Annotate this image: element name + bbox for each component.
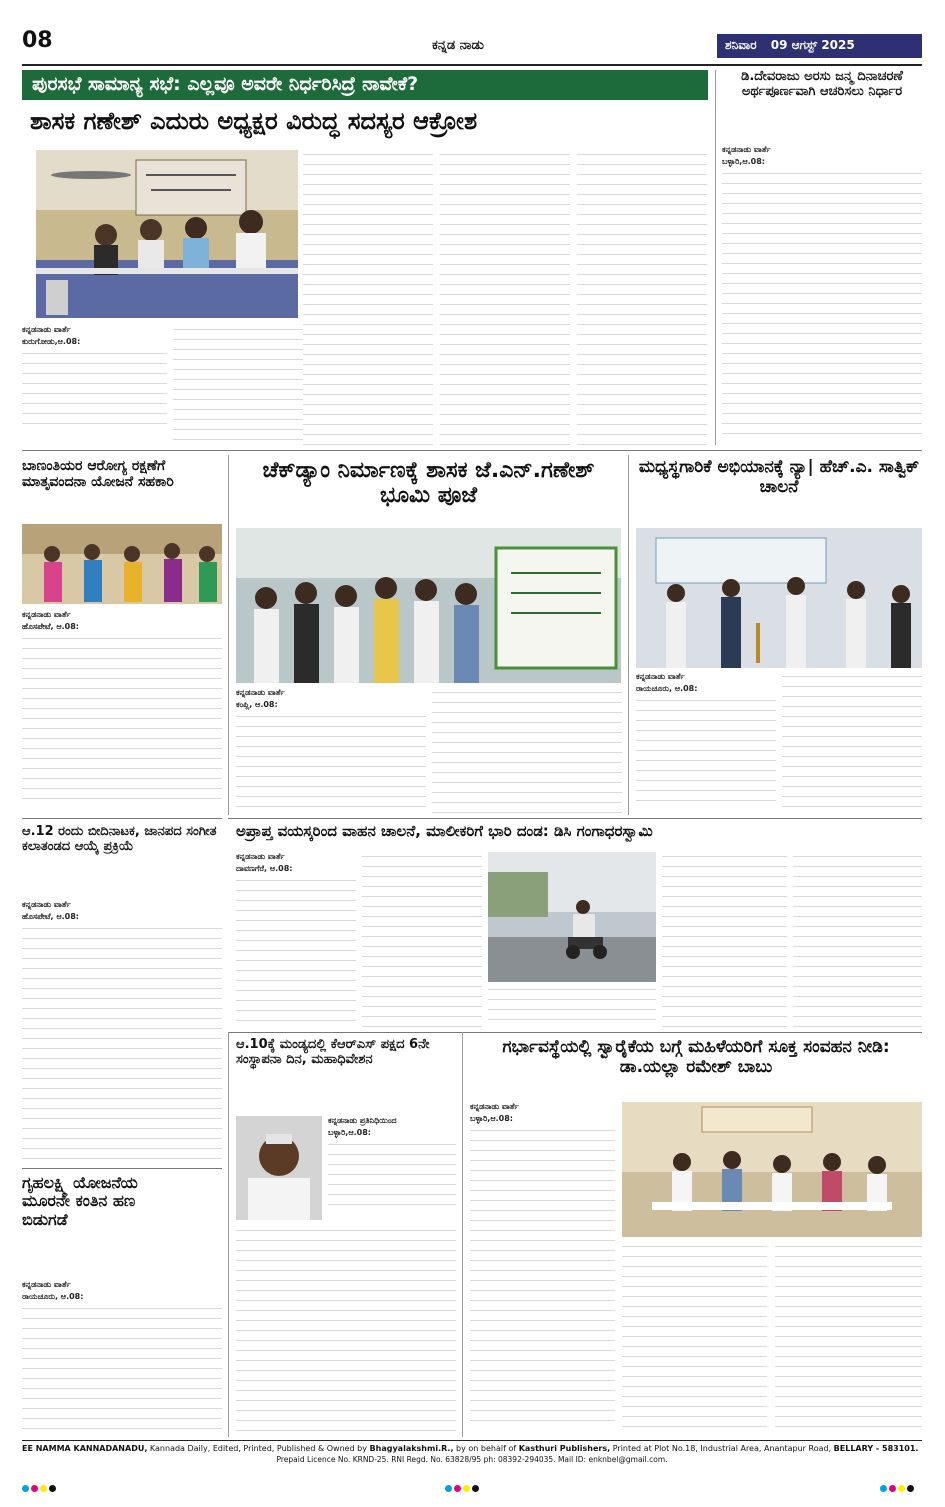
lead-body-col-3 bbox=[303, 150, 433, 445]
side-top-headline: ಡಿ.ದೇವರಾಜು ಅರಸು ಜನ್ಮ ದಿನಾಚರಣೆ ಅರ್ಥಪೂರ್ಣವಾಗಿ ಆಚರಿಸಲು ನಿರ್ಧಾರ bbox=[741, 70, 903, 99]
paper-name: ಕನ್ನಡ ನಾಡು bbox=[432, 38, 484, 53]
date-box bbox=[717, 34, 922, 58]
bhoomi-pooja-photo bbox=[236, 528, 621, 683]
mediation-headline: ಮಧ್ಯಸ್ಥಗಾರಿಕೆ ಅಭಿಯಾನಕ್ಕೆ ನ್ಯಾ| ಹೆಚ್.ಎ. ಸಾತ್ವಿಕ್ ಚಾಲನೆ bbox=[638, 458, 920, 497]
mediation-photo bbox=[636, 528, 922, 668]
checkdam-credit: ಕನ್ನಡನಾಡು ವಾರ್ತೆ bbox=[236, 688, 285, 697]
health-text bbox=[22, 634, 222, 804]
imprint-city: BELLARY - 583101. bbox=[833, 1444, 919, 1453]
health-credit: ಕನ್ನಡನಾಡು ವಾರ್ತೆ bbox=[22, 610, 71, 619]
minor-body-col-1 bbox=[236, 852, 356, 1027]
imprint-owner: Bhagyalakshmi.R., bbox=[369, 1444, 454, 1453]
side-top-dateline: ಬಳ್ಳಾರಿ,ಆ.08: bbox=[722, 157, 766, 166]
gruhalakshmi-credit: ಕನ್ನಡನಾಡು ವಾರ್ತೆ bbox=[22, 1280, 71, 1289]
gruhalakshmi-body bbox=[22, 1280, 222, 1435]
pregnancy-body-col-3 bbox=[775, 1242, 922, 1434]
cyan-dot bbox=[445, 1485, 452, 1492]
registration-marks-center bbox=[445, 1477, 481, 1485]
folk-credit: ಕನ್ನಡನಾಡು ವಾರ್ತೆ bbox=[22, 900, 71, 909]
lead-body-col-4 bbox=[440, 150, 570, 445]
row-rule-1 bbox=[22, 450, 922, 451]
lamp-lighting-photo bbox=[636, 528, 922, 668]
side-top-body bbox=[722, 145, 922, 445]
checkdam-photo bbox=[236, 528, 621, 683]
col-rule-center-bottom bbox=[462, 1032, 463, 1437]
lead-dateline: ಕುರುಗೋಡು,ಆ.08: bbox=[22, 337, 81, 346]
folk-dateline: ಹೊಸಪೇಟೆ, ಆ.08: bbox=[22, 912, 80, 921]
pregnancy-dateline: ಬಳ್ಳಾರಿ,ಆ.08: bbox=[470, 1114, 514, 1123]
row-rule-2 bbox=[228, 818, 922, 819]
col-rule-left-bottom bbox=[228, 1032, 229, 1437]
pregnancy-body-col-1 bbox=[470, 1102, 615, 1434]
page-number: 08 bbox=[22, 28, 53, 53]
magenta-dot bbox=[31, 1485, 38, 1492]
date-label: 09 ಆಗಸ್ಟ್ 2025 bbox=[770, 38, 855, 52]
lead-body-text bbox=[22, 349, 167, 429]
folk-body bbox=[22, 900, 222, 1165]
krs-dateline: ಬಳ್ಳಾರಿ,ಆ.08: bbox=[328, 1128, 372, 1137]
health-headline: ಬಾಣಂತಿಯರ ಆರೋಗ್ಯ ರಕ್ಷಣೆಗೆ ಮಾತೃವಂದನಾ ಯೋಜನೆ ಸಹಕಾರಿ bbox=[22, 458, 174, 491]
mediation-dateline: ರಾಯಚೂರು, ಆ.08: bbox=[636, 684, 698, 693]
yellow-dot bbox=[40, 1485, 47, 1492]
lead-credit: ಕನ್ನಡನಾಡು ವಾರ್ತೆ bbox=[22, 325, 71, 334]
krs-text bbox=[328, 1140, 456, 1214]
magenta-dot bbox=[889, 1485, 896, 1492]
pregnancy-photo bbox=[622, 1102, 922, 1237]
pregnancy-text bbox=[470, 1126, 615, 1426]
gruhalakshmi-dateline: ರಾಯಚೂರು, ಆ.08: bbox=[22, 1292, 84, 1301]
side-divider bbox=[715, 70, 716, 445]
mediation-credit: ಕನ್ನಡನಾಡು ವಾರ್ತೆ bbox=[636, 672, 685, 681]
side-top-credit: ಕನ್ನಡನಾಡು ವಾರ್ತೆ bbox=[722, 145, 771, 154]
folk-text bbox=[22, 924, 222, 1159]
col-rule-left bbox=[228, 455, 229, 815]
cyan-dot bbox=[880, 1485, 887, 1492]
pregnancy-credit: ಕನ್ನಡನಾಡು ವಾರ್ತೆ bbox=[470, 1102, 519, 1111]
minor-dateline: ದಾವಣಗೆರೆ, ಆ.08: bbox=[236, 864, 293, 873]
yellow-dot bbox=[898, 1485, 905, 1492]
imprint-text-c: Printed at Plot No.18, Industrial Area, Anantapur Road, bbox=[610, 1444, 834, 1453]
imprint-footer bbox=[22, 1444, 922, 1464]
folk-headline: ಆ.12 ರಂದು ಬೀದಿನಾಟಕ, ಜಾನಪದ ಸಂಗೀತ ಕಲಾತಂಡದ ಆಯ್ಕೆ ಪ್ರಕ್ರಿಯೆ bbox=[22, 825, 217, 854]
gruhalakshmi-headline: ಗೃಹಲಕ್ಷ್ಮಿ ಯೋಜನೆಯ ಮೂರನೇ ಕಂತಿನ ಹಣ ಬಿಡುಗಡೆ bbox=[22, 1174, 138, 1229]
pregnancy-body-col-2 bbox=[622, 1242, 767, 1434]
left-row-rule-2 bbox=[22, 1168, 222, 1169]
krs-headline: ಆ.10ಕ್ಕೆ ಮಂಡ್ಯದಲ್ಲಿ ಕೆಆರ್‌ಎಸ್ ಪಕ್ಷದ 6ನೇ ಸಂಸ್ಥಾಪನಾ ದಿನ, ಮಹಾಧಿವೇಶನ bbox=[236, 1038, 430, 1067]
imprint-text-a: Kannada Daily, Edited, Printed, Published & Owned by bbox=[147, 1444, 370, 1453]
black-dot bbox=[49, 1485, 56, 1492]
minor-body-col-5 bbox=[793, 852, 922, 1027]
magenta-dot bbox=[454, 1485, 461, 1492]
registration-marks-right bbox=[880, 1477, 916, 1485]
minor-body-col-4 bbox=[662, 852, 787, 1027]
checkdam-text bbox=[236, 712, 426, 807]
health-photo bbox=[22, 524, 222, 604]
krs-body-bottom bbox=[236, 1226, 456, 1434]
black-dot bbox=[907, 1485, 914, 1492]
imprint-line-1 bbox=[22, 1444, 922, 1453]
minor-text bbox=[236, 876, 356, 1021]
lead-banner: ಪುರಸಭೆ ಸಾಮಾನ್ಯ ಸಭೆ: ಎಲ್ಲವೂ ಅವರೇ ನಿರ್ಧರಿಸಿದ್ರೆ ನಾವೇಕೆ? bbox=[22, 70, 708, 100]
checkdam-dateline: ಕಂಪ್ಲಿ, ಆ.08: bbox=[236, 700, 278, 709]
footer-rule bbox=[22, 1440, 922, 1441]
lead-body-col-2 bbox=[173, 325, 303, 445]
checkdam-headline: ಚೆಕ್‌ಡ್ಯಾಂ ನಿರ್ಮಾಣಕ್ಕೆ ಶಾಸಕ ಜೆ.ಎನ್.ಗಣೇಶ್ ಭೂಮಿ ಪೂಜೆ bbox=[262, 458, 595, 509]
minor-photo bbox=[488, 852, 656, 982]
mediation-body-col-1 bbox=[636, 672, 776, 812]
lead-body-col-5 bbox=[577, 150, 707, 445]
checkdam-body-col-1 bbox=[236, 688, 426, 813]
minor-body-col-3 bbox=[488, 985, 656, 1027]
gruhalakshmi-text bbox=[22, 1304, 222, 1429]
checkdam-body-col-2 bbox=[432, 688, 622, 813]
masthead-rule bbox=[22, 64, 922, 66]
workshop-photo bbox=[622, 1102, 922, 1237]
day-label: ಶನಿವಾರ bbox=[725, 38, 757, 52]
minor-headline: ಅಪ್ರಾಪ್ತ ವಯಸ್ಕರಿಂದ ವಾಹನ ಚಾಲನೆ, ಮಾಲೀಕರಿಗೆ ಭಾರಿ ದಂಡ: ಡಿಸಿ ಗಂಗಾಧರಸ್ವಾಮಿ bbox=[236, 823, 653, 840]
meeting-photo-illustration bbox=[36, 150, 298, 318]
portrait-photo bbox=[236, 1116, 322, 1220]
masthead bbox=[22, 28, 922, 66]
row-rule-3 bbox=[228, 1032, 922, 1033]
imprint-publisher: Kasthuri Publishers, bbox=[518, 1444, 611, 1453]
cyan-dot bbox=[22, 1485, 29, 1492]
black-dot bbox=[472, 1485, 479, 1492]
col-rule-right bbox=[628, 455, 629, 815]
pregnancy-headline: ಗರ್ಭಾವಸ್ಥೆಯಲ್ಲಿ ಸ್ವಾರೈಕೆಯ ಬಗ್ಗೆ ಮಹಿಳೆಯರಿಗೆ ಸೂಕ್ತ ಸಂವಹನ ನೀಡಿ: ಡಾ.ಯಲ್ಲಾ ರಮೇಶ್ ಬಾಬು bbox=[502, 1038, 890, 1077]
minor-credit: ಕನ್ನಡನಾಡು ವಾರ್ತೆ bbox=[236, 852, 285, 861]
health-body bbox=[22, 610, 222, 810]
registration-marks-left bbox=[22, 1477, 58, 1485]
mediation-body-col-2 bbox=[782, 672, 922, 812]
krs-credit: ಕನ್ನಡನಾಡು ಪ್ರತಿನಿಧಿಯಿಂದ bbox=[328, 1116, 397, 1125]
lead-headline: ಶಾಸಕ ಗಣೇಶ್ ಎದುರು ಅಧ್ಯಕ್ಷರ ವಿರುದ್ಧ ಸದಸ್ಯರ ಆಕ್ರೋಶ bbox=[30, 107, 478, 135]
yellow-dot bbox=[463, 1485, 470, 1492]
mediation-text bbox=[636, 696, 776, 806]
imprint-text-b: by on behalf of bbox=[453, 1444, 519, 1453]
lead-photo bbox=[36, 150, 298, 318]
side-top-text bbox=[722, 169, 922, 439]
left-row-rule-1 bbox=[22, 818, 222, 819]
imprint-line-2: Prepaid Licence No. KRND-25. RNI Regd. No. 63828/95 ph: 08392-294035. Mail ID: enknbel@gmail.com. bbox=[276, 1455, 668, 1464]
krs-portrait bbox=[236, 1116, 322, 1220]
krs-body-side bbox=[328, 1116, 456, 1220]
health-dateline: ಹೊಸಪೇಟೆ, ಆ.08: bbox=[22, 622, 80, 631]
imprint-paper: EE NAMMA KANNADANADU, bbox=[22, 1444, 148, 1453]
lead-body-col-1 bbox=[22, 325, 167, 445]
women-group-photo bbox=[22, 524, 222, 604]
traffic-photo bbox=[488, 852, 656, 982]
minor-body-col-2 bbox=[362, 852, 482, 1027]
